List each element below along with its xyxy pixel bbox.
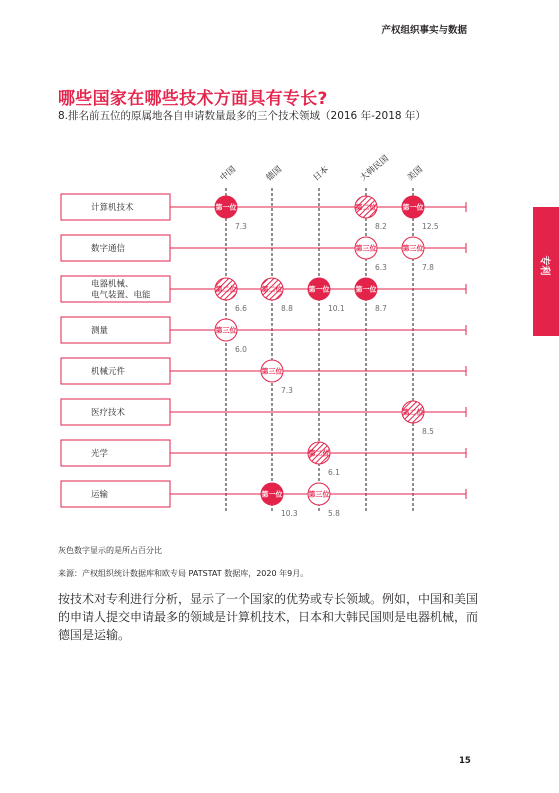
share-value-label: 7.8	[422, 263, 434, 272]
row-label: 光学	[91, 449, 109, 459]
column-label: 美国	[405, 164, 425, 184]
rank-marker-label: 第一位	[308, 285, 330, 294]
rank-marker-label: 第二位	[215, 285, 237, 294]
rank-marker-label: 第二位	[261, 285, 283, 294]
rank-marker-label: 第三位	[215, 326, 237, 335]
rank-marker-label: 第一位	[402, 203, 424, 212]
chart-source: 来源：产权组织统计数据库和欧专局 PATSTAT 数据库，2020 年9月。	[58, 569, 309, 578]
rank-marker-label: 第二位	[308, 449, 330, 458]
column-label: 德国	[264, 164, 284, 184]
column-label: 日本	[311, 164, 331, 184]
share-value-label: 10.1	[328, 304, 345, 313]
row-label: 医疗技术	[91, 408, 126, 418]
share-value-label: 12.5	[422, 222, 439, 231]
share-value-label: 6.0	[235, 345, 247, 354]
page-number: 15	[459, 756, 471, 766]
row-label-box	[61, 317, 170, 343]
document-header-title: 产权组织事实与数据	[381, 25, 467, 36]
row-label: 机械元件	[91, 367, 126, 377]
row-label: 计算机技术	[91, 203, 134, 213]
row-label: 电气装置、电能	[91, 290, 151, 301]
section-side-tab-label: 专利	[538, 255, 550, 276]
rank-marker-label: 第三位	[402, 244, 424, 253]
column-label: 中国	[218, 164, 238, 184]
share-value-label: 6.6	[235, 304, 247, 313]
specialization-chart	[0, 150, 500, 530]
share-value-label: 7.3	[235, 222, 247, 231]
page-heading: 哪些国家在哪些技术方面具有专长?	[58, 89, 328, 109]
rank-marker-label: 第三位	[261, 367, 283, 376]
row-label: 数字通信	[91, 244, 126, 254]
share-value-label: 5.8	[328, 509, 340, 518]
rank-marker-label: 第一位	[215, 203, 237, 212]
rank-marker-label: 第一位	[261, 490, 283, 499]
body-paragraph: 按技术对专利进行分析，显示了一个国家的优势或专长领域。例如，中国和美国的申请人提交申请最多的领域是计算机技术，日本和大韩民国则是电器机械，而德国是运输。	[58, 592, 479, 642]
rank-marker-label: 第三位	[308, 490, 330, 499]
rank-marker-label: 第二位	[355, 203, 377, 212]
figure-caption: 8.排名前五位的原属地各自申请数量最多的三个技术领域（2016 年-2018 年）	[58, 110, 426, 122]
chart-footnote: 灰色数字显示的是所占百分比	[58, 546, 162, 555]
rank-marker-label: 第二位	[402, 408, 424, 417]
share-value-label: 7.3	[281, 386, 293, 395]
row-label: 电器机械、	[91, 279, 134, 290]
rank-marker-label: 第一位	[355, 285, 377, 294]
share-value-label: 6.1	[328, 468, 340, 477]
share-value-label: 6.3	[375, 263, 387, 272]
column-label: 大韩民国	[358, 153, 391, 184]
row-label-box	[61, 481, 170, 507]
share-value-label: 8.5	[422, 427, 434, 436]
share-value-label: 10.3	[281, 509, 298, 518]
share-value-label: 8.8	[281, 304, 293, 313]
rank-marker-label: 第三位	[355, 244, 377, 253]
share-value-label: 8.2	[375, 222, 387, 231]
row-label: 运输	[91, 490, 109, 500]
row-label-box	[61, 440, 170, 466]
row-label: 测量	[91, 326, 109, 336]
share-value-label: 8.7	[375, 304, 387, 313]
